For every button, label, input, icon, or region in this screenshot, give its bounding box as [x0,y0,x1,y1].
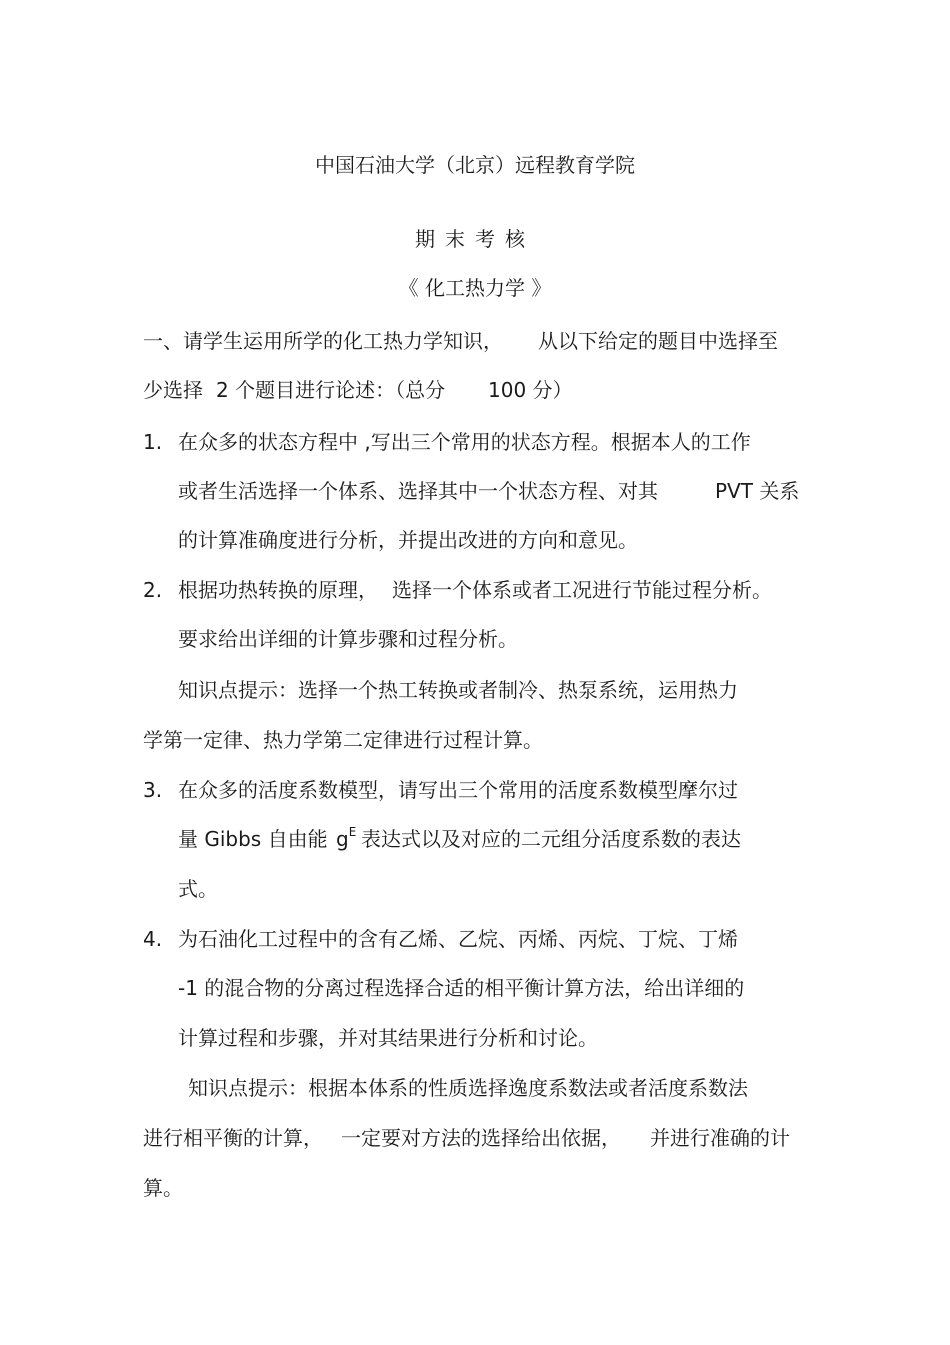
question-2-hint-line-2: 学第一定律、热力学第二定律进行过程计算。 [143,728,543,752]
question-3-line-2-tail: 表达式以及对应的二元组分活度系数的表达 [361,827,741,851]
question-4-hint-line-3: 算。 [143,1176,183,1200]
exam-type-title: 期末考核 [415,227,535,251]
gibbs-excess-symbol [336,826,356,852]
question-2-line-1-tail: 选择一个体系或者工况进行节能过程分析。 [392,578,772,602]
question-1-line-1: 在众多的状态方程中 ,写出三个常用的状态方程。根据本人的工作 [178,430,751,454]
question-4-number: 4. [143,927,163,951]
question-4-hint-line-2a: 进行相平衡的计算， [143,1126,323,1150]
question-1-line-3: 的计算准确度进行分析，并提出改进的方向和意见。 [178,528,638,552]
question-3-line-3: 式。 [178,877,218,901]
institution-title: 中国石油大学（北京）远程教育学院 [315,153,635,177]
question-3-line-2: 量 Gibbs 自由能 [178,827,328,851]
question-4-hint-line-2b: 一定要对方法的选择给出依据， [341,1126,621,1150]
g-symbol: g [336,827,349,851]
question-3-line-1: 在众多的活度系数模型，请写出三个常用的活度系数模型摩尔过 [178,778,738,802]
question-1-line-2-tail: PVT 关系 [715,479,800,503]
question-4-line-2: -1 的混合物的分离过程选择合适的相平衡计算方法，给出详细的 [178,976,745,1000]
instructions-line-1b: 从以下给定的题目中选择至 [538,329,778,353]
g-superscript: E [348,825,357,840]
question-2-hint-line-1: 知识点提示：选择一个热工转换或者制冷、热泵系统，运用热力 [178,678,738,702]
instructions-line-2a: 少选择 [143,378,203,402]
question-3-number: 3. [143,778,163,802]
instructions-line-2c: 100 分） [488,378,573,402]
question-2-number: 2. [143,578,163,602]
instructions-line-1a: 一、请学生运用所学的化工热力学知识， [143,329,503,353]
question-1-number: 1. [143,430,163,454]
question-2-line-2: 要求给出详细的计算步骤和过程分析。 [178,627,518,651]
instructions-line-2b: 2 个题目进行论述：（总分 [216,378,446,402]
question-4-line-1: 为石油化工过程中的含有乙烯、乙烷、丙烯、丙烷、丁烷、丁烯 [178,927,738,951]
question-2-line-1: 根据功热转换的原理， [178,578,378,602]
question-4-hint-line-1: 知识点提示：根据本体系的性质选择逸度系数法或者活度系数法 [188,1076,748,1100]
question-4-hint-line-2c: 并进行准确的计 [650,1126,790,1150]
question-4-line-3: 计算过程和步骤，并对其结果进行分析和讨论。 [178,1026,598,1050]
question-1-line-2: 或者生活选择一个体系、选择其中一个状态方程、对其 [178,479,658,503]
course-title: 《 化工热力学 》 [398,276,552,300]
